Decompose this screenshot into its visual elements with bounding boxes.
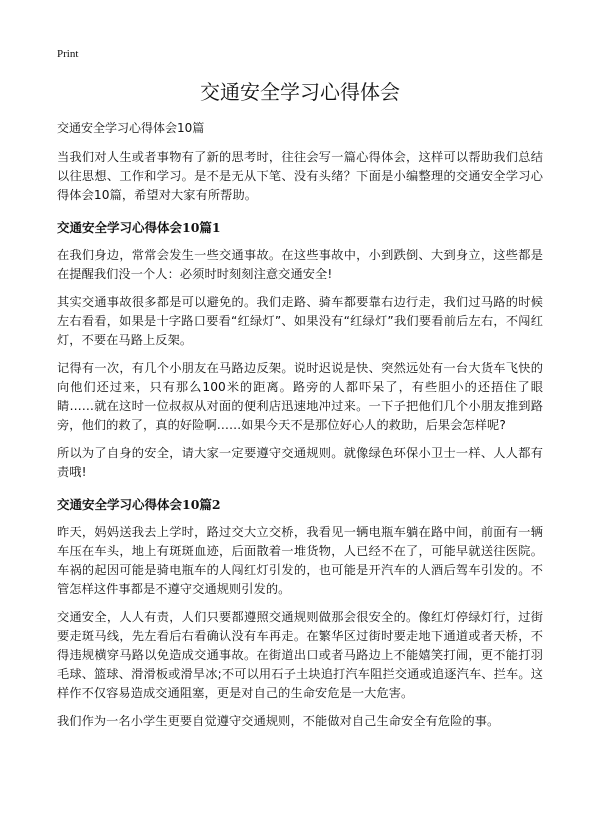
section-paragraph: 其实交通事故很多都是可以避免的。我们走路、骑车都要靠右边行走，我们过马路的时候左右看看，如果是十字路口要看“红绿灯”、如果没有“红绿灯”我们要看前后左右，不闯红灯，不要在马路上反架。 (57, 295, 543, 347)
document-title: 交通安全学习心得体会 (200, 80, 400, 104)
section-paragraph: 昨天，妈妈送我去上学时，路过交大立交桥，我看见一辆电瓶车躺在路中间，前面有一辆车压在车头，地上有斑斑血迹，后面散着一堆货物，人已经不在了，可能早就送往医院。车祸的起因可能是骑电瓶车的人闯红灯引发的，也可能是开汽车的人酒后驾车引发的。不管怎样这件事都是不遵守交通规则引发的。 (57, 525, 543, 596)
document-body (57, 119, 543, 740)
section-paragraph: 记得有一次，有几个小朋友在马路边反架。说时迟说是快、突然远处有一台大货车飞快的向他们还过来，只有那么100米的距离。路旁的人都吓呆了，有些胆小的还捂住了眼睛……就在这时一位叔叔从对面的便利店迅速地冲过来。一下子把他们几个小朋友推到路旁，他们的救了，真的好险啊……如果今天不是那位好心人的救助，后果会怎样呢? (57, 361, 543, 432)
document-subtitle: 交通安全学习心得体会10篇 (57, 121, 205, 135)
intro-paragraph: 当我们对人生或者事物有了新的思考时，往往会写一篇心得体会，这样可以帮助我们总结以往思想、工作和学习。是不是无从下笔、没有头绪？下面是小编整理的交通安全学习心得体会10篇，希望对大家有所帮助。 (57, 150, 543, 202)
section-paragraph: 所以为了自身的安全，请大家一定要遵守交通规则。就像绿色环保小卫士一样、人人都有责哦! (57, 446, 543, 479)
section-paragraph: 交通安全，人人有责，人们只要都遵照交通规则做那会很安全的。像红灯停绿灯行，过街要走斑马线，先左看后右看确认没有车再走。在繁华区过街时要走地下通道或者天桥，不得违规横穿马路以免造成交通事故。在街道出口或者马路边上不能嬉笑打闹，更不能打羽毛球、篮球、滑滑板或滑旱冰;不可以用石子土块追打汽车阻拦交通或追逐汽车、拦车。这样作不仅容易造成交通阻塞，更是对自己的生命安危是一大危害。 (57, 610, 543, 700)
section-paragraph: 在我们身边，常常会发生一些交通事故。在这些事故中，小到跌倒、大到身立，这些都是在提醒我们没一个人：必须时时刻刻注意交通安全! (57, 248, 543, 281)
section-paragraph: 我们作为一名小学生更要自觉遵守交通规则，不能做对自己生命安全有危险的事。 (57, 714, 500, 728)
section-heading: 交通安全学习心得体会10篇2 (57, 497, 221, 512)
section-heading: 交通安全学习心得体会10篇1 (57, 220, 221, 235)
print-label[interactable]: Print (57, 48, 79, 60)
